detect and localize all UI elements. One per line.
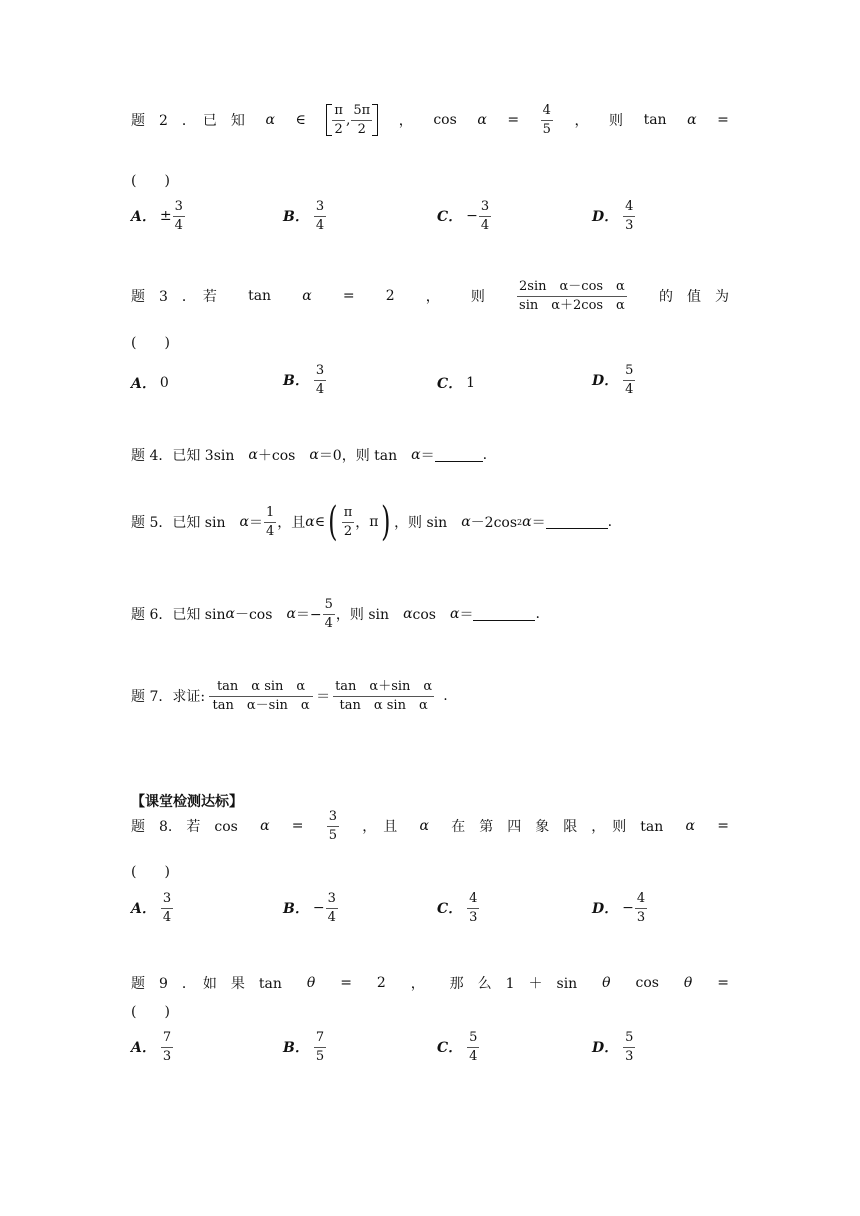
q7-period: . <box>443 688 448 705</box>
frac-den: 4 <box>625 381 634 397</box>
q2-frac2-num: 5π <box>351 104 372 121</box>
q5-end: ＝ <box>531 515 546 531</box>
q3-option-c[interactable] <box>437 373 475 393</box>
q2-frac-4-5 <box>541 104 553 136</box>
option-fraction <box>623 364 635 396</box>
q5-alpha-3: α <box>461 514 471 530</box>
frac-den: 4 <box>315 381 325 397</box>
option-fraction <box>326 892 338 924</box>
q4-period: . <box>482 447 488 463</box>
frac-den: 4 <box>174 217 183 233</box>
q5-mid: ，且 <box>277 515 306 531</box>
q8-option-d[interactable] <box>592 892 648 924</box>
q7-num1: tan α sin α <box>209 680 313 697</box>
option-prefix: − <box>622 900 634 917</box>
q2-answer-paren: ( ) <box>131 173 170 189</box>
question-5 <box>131 499 613 545</box>
q3-option-d[interactable] <box>592 364 636 396</box>
question-3-stem <box>131 280 729 312</box>
q3-ze: 则 <box>470 289 485 306</box>
question-8-stem <box>131 810 729 842</box>
q6-answer-blank[interactable] <box>473 608 535 621</box>
q9-option-c[interactable] <box>437 1031 480 1063</box>
option-fraction <box>173 200 185 232</box>
q8-den: 5 <box>328 827 338 843</box>
option-prefix: − <box>466 208 478 225</box>
frac-num: 5 <box>623 364 635 381</box>
frac-den: 4 <box>469 1048 478 1064</box>
frac-num: 3 <box>479 200 491 217</box>
q5-pre: 题 5．已知 sin <box>131 515 240 531</box>
q2-alpha-2: α <box>477 112 487 129</box>
q2-cos: cos <box>433 112 457 129</box>
q2-option-d[interactable] <box>592 200 636 232</box>
q2-ze: 则 <box>609 113 624 130</box>
option-fraction <box>635 892 647 924</box>
frac-den: 3 <box>636 909 646 925</box>
q4-mid: ＋cos <box>257 448 310 464</box>
q3-answer-paren: ( ) <box>131 335 170 351</box>
frac-num: 5 <box>467 1031 479 1048</box>
q5-alpha-4: α <box>522 514 532 530</box>
q9-option-a[interactable] <box>131 1031 174 1063</box>
q6-pre: 题 6．已知 sin <box>131 607 226 624</box>
option-label: B． <box>283 901 309 918</box>
q2-in-symbol: ∈ <box>295 112 306 129</box>
q9-label: 题 9 ． 如 果 tan <box>131 976 282 992</box>
q2-sep-2: ， <box>574 113 589 130</box>
q8-eq: = <box>291 818 304 835</box>
q6-eq: ＝− <box>295 607 322 624</box>
q3-expression <box>517 280 627 312</box>
q3-option-b[interactable] <box>283 364 327 396</box>
q2-option-b[interactable] <box>283 200 327 232</box>
q5-mid2: －2cos <box>470 515 518 531</box>
q7-right-fraction <box>333 680 434 712</box>
q5-in: ∈ <box>314 514 326 530</box>
q3-num: 2sin α－cos α <box>517 280 627 297</box>
q6-alpha-4: α <box>450 606 460 623</box>
q2-frac2-den: 2 <box>357 121 366 137</box>
q3-tail: 的 值 为 <box>658 289 729 306</box>
q9-option-b[interactable] <box>283 1031 327 1063</box>
q8-answer-paren: ( ) <box>131 864 170 880</box>
frac-num: 3 <box>326 892 338 909</box>
option-value: 0 <box>159 375 169 391</box>
q2-alpha-3: α <box>687 112 697 129</box>
q2-tan: tan <box>643 112 667 129</box>
question-2-stem <box>131 104 729 136</box>
frac-num: 7 <box>161 1031 173 1048</box>
q2-label: 题 2 ． 已 知 <box>131 113 245 130</box>
option-prefix: ± <box>159 208 172 225</box>
option-label: B． <box>283 209 309 226</box>
frac-num: 3 <box>314 200 326 217</box>
q6-alpha-2: α <box>286 606 296 623</box>
q4-post: ＝0，则 tan <box>318 448 412 464</box>
q7-pre: 题 7．求证: <box>131 689 206 706</box>
q8-option-b[interactable] <box>283 892 339 924</box>
q6-den: 4 <box>324 615 333 631</box>
q4-alpha-3: α <box>411 447 421 463</box>
q6-alpha-3: α <box>403 606 413 623</box>
option-fraction <box>314 364 326 396</box>
frac-den: 3 <box>625 1048 634 1064</box>
q9-answer-paren: ( ) <box>131 1004 170 1020</box>
option-label: D． <box>592 373 619 390</box>
q3-sep: ， <box>425 289 440 306</box>
q8-option-a[interactable] <box>131 892 174 924</box>
option-label: D． <box>592 901 619 918</box>
q5-post: ，则 sin <box>394 515 462 531</box>
option-label: C． <box>437 901 463 918</box>
frac-den: 3 <box>162 1048 172 1064</box>
q8-num: 3 <box>327 810 339 827</box>
q3-option-a[interactable] <box>131 373 169 393</box>
q6-post: ，则 sin <box>335 607 404 624</box>
q5-den: 4 <box>265 523 275 539</box>
q2-option-a[interactable] <box>131 200 186 232</box>
q8-label: 题 8. 若 cos <box>131 819 238 836</box>
q9-eq-2: = <box>717 975 729 991</box>
option-label: A． <box>131 209 156 226</box>
q8-option-c[interactable] <box>437 892 480 924</box>
q5-alpha-2: α <box>305 514 315 530</box>
q9-sep: ， <box>410 976 425 992</box>
q2-frac3-num: 4 <box>541 104 553 121</box>
q4-end: ＝ <box>420 448 435 464</box>
q3-eq: = <box>342 288 355 305</box>
option-label: C． <box>437 1040 463 1057</box>
q2-frac3-den: 5 <box>542 121 551 137</box>
option-label: D． <box>592 1040 619 1057</box>
q8-alpha-2: α <box>419 818 430 835</box>
q3-label: 题 3 ． 若 <box>131 289 217 306</box>
q2-comma: , <box>345 112 351 129</box>
q2-frac-5pi-2 <box>351 104 372 136</box>
frac-num: 3 <box>161 892 173 909</box>
q6-num: 5 <box>323 598 335 615</box>
section-title: 【课堂检测达标】 <box>131 794 243 810</box>
q5-fden: 2 <box>343 523 353 539</box>
q2-frac1-num: π <box>332 104 345 121</box>
option-fraction <box>314 1031 326 1063</box>
q5-fnum: π <box>342 506 355 523</box>
q5-frac-1-4 <box>264 506 276 538</box>
q4-alpha: α <box>248 447 258 463</box>
q8-frac-3-5 <box>327 810 339 842</box>
q2-eq-2: = <box>717 112 729 129</box>
frac-num: 4 <box>635 892 647 909</box>
q2-sep: ， <box>398 113 413 130</box>
q7-num2: tan α＋sin α <box>333 680 434 697</box>
q2-eq: = <box>507 112 520 129</box>
q9-theta-3: θ <box>683 975 693 991</box>
question-6 <box>131 598 540 630</box>
q6-end: ＝ <box>459 607 474 624</box>
q3-two: 2 <box>385 288 395 305</box>
option-fraction <box>467 892 479 924</box>
q2-frac1-den: 2 <box>334 121 343 137</box>
frac-den: 4 <box>480 217 490 233</box>
frac-num: 4 <box>467 892 479 909</box>
q9-cos: cos <box>635 975 659 991</box>
q7-den2: tan α sin α <box>339 697 428 713</box>
frac-den: 3 <box>625 217 634 233</box>
option-label: D． <box>592 209 619 226</box>
option-label: C． <box>437 376 463 392</box>
q6-frac-5-4 <box>323 598 335 630</box>
question-4 <box>131 445 487 465</box>
option-value: 1 <box>466 375 476 391</box>
q9-eq: = <box>340 975 352 991</box>
q2-interval <box>326 104 378 136</box>
frac-num: 4 <box>623 200 635 217</box>
q6-period: . <box>535 606 540 623</box>
q9-two: 2 <box>376 975 386 991</box>
q6-cos: cos <box>412 607 450 624</box>
q7-left-fraction <box>209 680 313 712</box>
option-label: C． <box>437 209 463 226</box>
q5-period: . <box>607 514 613 530</box>
frac-den: 5 <box>315 1048 325 1064</box>
q5-comma: ， <box>355 515 370 531</box>
q5-left-paren-glyph: ( <box>328 499 338 545</box>
q7-den1: tan α－sin α <box>212 697 310 713</box>
q3-alpha: α <box>302 288 312 305</box>
q4-answer-blank[interactable] <box>435 449 483 462</box>
q2-option-c[interactable] <box>437 200 492 232</box>
option-fraction <box>623 200 635 232</box>
option-label: A． <box>131 376 156 392</box>
option-fraction <box>161 1031 173 1063</box>
frac-num: 7 <box>314 1031 326 1048</box>
q8-mid: ， 且 <box>362 819 398 836</box>
q5-right-paren-glyph: ) <box>381 499 391 545</box>
q4-alpha-2: α <box>309 447 319 463</box>
frac-den: 3 <box>469 909 478 925</box>
q9-mid: 那 么 1 ＋ sin <box>449 976 578 992</box>
q5-answer-blank[interactable] <box>546 516 608 529</box>
frac-den: 4 <box>327 909 336 925</box>
frac-num: 3 <box>314 364 326 381</box>
frac-den: 4 <box>162 909 172 925</box>
q2-frac-pi-2 <box>332 104 345 136</box>
q5-eq: ＝ <box>248 515 263 531</box>
q9-theta: θ <box>306 975 316 991</box>
option-label: B． <box>283 1040 309 1057</box>
option-fraction <box>161 892 173 924</box>
question-7 <box>131 680 448 712</box>
frac-num: 5 <box>623 1031 635 1048</box>
option-label: B． <box>283 373 309 390</box>
q8-alpha-3: α <box>685 818 695 835</box>
q9-theta-2: θ <box>602 975 611 991</box>
q8-tail: 在 第 四 象 限 ， 则 tan <box>451 819 664 836</box>
option-label: A． <box>131 1040 156 1057</box>
q8-eq-2: = <box>717 818 729 835</box>
option-prefix: − <box>312 900 325 917</box>
q2-alpha: α <box>265 112 275 129</box>
q7-eq: ＝ <box>316 689 331 706</box>
frac-den: 4 <box>315 217 325 233</box>
q3-tan: tan <box>248 288 272 305</box>
q6-mid: －cos <box>234 607 287 624</box>
question-9-stem <box>131 973 729 993</box>
q5-num: 1 <box>264 506 276 523</box>
q4-pre: 题 4．已知 3sin <box>131 448 249 464</box>
option-label: A． <box>131 901 156 918</box>
option-fraction <box>467 1031 479 1063</box>
frac-num: 3 <box>173 200 185 217</box>
q3-den: sin α＋2cos α <box>519 297 625 313</box>
option-fraction <box>623 1031 635 1063</box>
q5-pi: π <box>369 514 379 530</box>
q9-option-d[interactable] <box>592 1031 636 1063</box>
option-fraction <box>479 200 491 232</box>
q5-frac-pi-2 <box>342 506 355 538</box>
q5-alpha: α <box>239 514 249 530</box>
q8-alpha: α <box>260 818 270 835</box>
q6-alpha: α <box>225 606 235 623</box>
option-fraction <box>314 200 326 232</box>
q5-sup: 2 <box>517 517 523 527</box>
